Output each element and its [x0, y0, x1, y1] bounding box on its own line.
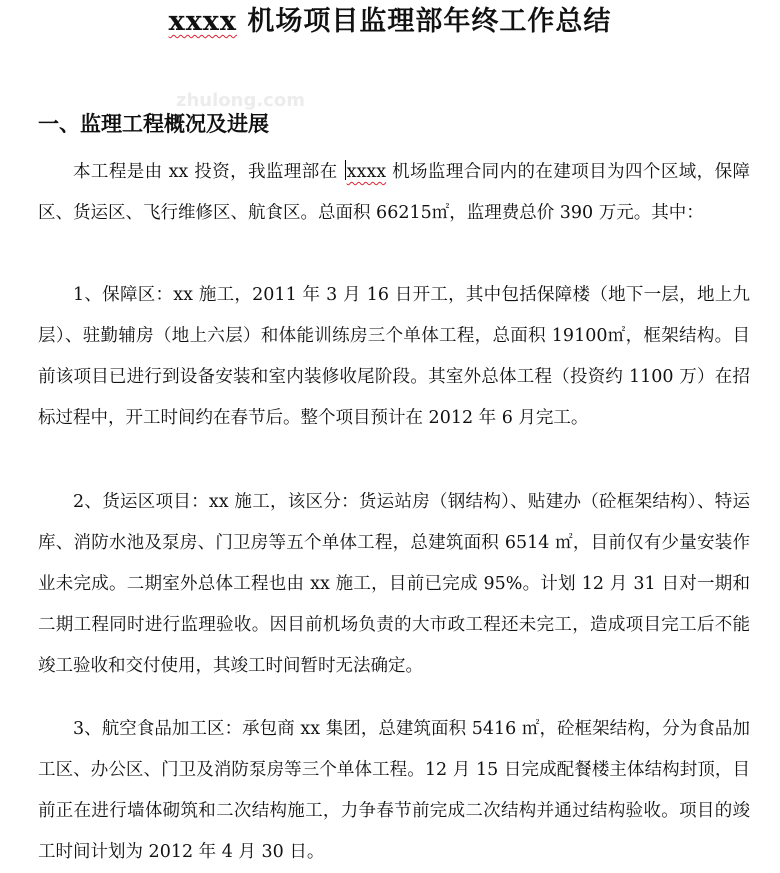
paragraph-item-2: 2、货运区项目：xx 施工，该区分：货运站房（钢结构）、贴建办（砼框架结构）、特运库、消防水池及泵房、门卫房等五个单体工程，总建筑面积 6514 ㎡，目前仅有少量安装作业未完成。二期室外总体工程也由 xx 施工，目前已完成 95%。计划 12 月 31 日对一期和二期工程同时进行监理验收。因目前机场负责的大市政工程还未完工，造成项目完工后不能竣工验收和交付使用，其竣工时间暂时无法确定。 — [38, 492, 750, 676]
intro-text-b: 机场监理合同内的在建项目为四个区域，保障区、货运区、飞行维修区、航食区。总面积 66215㎡，监理费总价 390 万元。其中： — [38, 162, 750, 223]
section-heading: 一、监理工程概况及进展 — [38, 112, 269, 136]
text-cursor — [345, 160, 346, 180]
paragraph-item-3: 3、航空食品加工区：承包商 xx 集团，总建筑面积 5416 ㎡，砼框架结构，分为食品加工区、办公区、门卫及消防泵房等三个单体工程。12 月 15 日完成配餐楼主体结构封顶，目前正在进行墙体砌筑和二次结构施工，力争春节前完成二次结构并通过结构验收。项目的竣工时间计划为 2012 年 4 月 30 日。 — [38, 719, 750, 862]
paragraph-item-1: 1、保障区：xx 施工，2011 年 3 月 16 日开工，其中包括保障楼（地下一层，地上九层）、驻勤辅房（地上六层）和体能训练房三个单体工程，总面积 19100㎡，框架结构。目前该项目已进行到设备安装和室内装修收尾阶段。其室外总体工程（投资约 1100 万）在招标过程中，开工时间约在春节后。整个项目预计在 2012 年 6 月完工。 — [38, 285, 750, 428]
document-title — [0, 2, 780, 42]
intro-text-a: 本工程是由 xx 投资，我监理部在 — [73, 162, 344, 182]
title-text: 机场项目监理部年终工作总结 — [236, 6, 612, 37]
title-code: xxxx — [168, 6, 237, 37]
intro-code: xxxx — [346, 162, 387, 182]
watermark: zhulong.com — [176, 90, 305, 111]
intro-paragraph — [38, 152, 750, 234]
